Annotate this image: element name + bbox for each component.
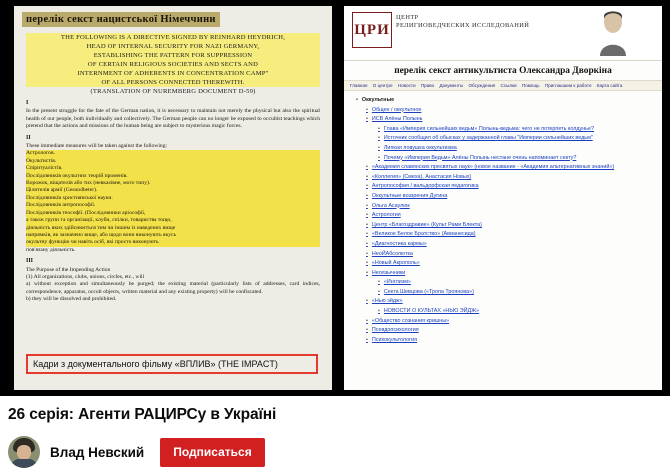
tree-item[interactable]	[352, 278, 656, 288]
nav-item[interactable]: Главная	[350, 83, 368, 88]
paragraph-2: These immediate measures will be taken against the following:	[26, 143, 168, 150]
tree-item-label[interactable]: • Астрология	[366, 212, 401, 218]
list-item: Ворожок, віщателів або тих (невказівне, мого типу).	[26, 180, 320, 187]
paragraph-3-item: (1) All organizations, clubs, unions, circles, etc., will	[26, 273, 145, 280]
tree-item[interactable]	[352, 96, 656, 106]
list-item: Окультистів.	[26, 158, 320, 165]
paragraph-3-item: b) they will be dissolved and prohibited.	[26, 296, 117, 303]
site-logo-icon: ЦРИ	[352, 12, 392, 48]
list-item: Послідовників християнської науки.	[26, 195, 320, 202]
tree-item-label[interactable]: • Оккультные воззрения Дугина	[366, 193, 447, 199]
tree-item-label[interactable]: • Общее / оккультное	[366, 107, 421, 113]
tree-item[interactable]	[352, 221, 656, 231]
list-item: Спіритуалістів.	[26, 165, 320, 172]
tree-item-label[interactable]: • Псевдопсихология	[366, 327, 419, 333]
site-page-title: перелік секст антикультиста Олександра Дворкіна	[394, 66, 612, 76]
nav-item[interactable]: Новости	[397, 83, 416, 88]
tree-item-label[interactable]: • «Новый Акрополь»	[366, 260, 420, 266]
channel-name[interactable]: Влад Невский	[50, 444, 145, 460]
slide-nazi-document	[14, 6, 332, 390]
avatar[interactable]	[8, 436, 40, 468]
nav-item[interactable]: Помощь	[521, 83, 540, 88]
tree-item-label[interactable]: • Неоязычники	[366, 270, 405, 276]
tree-item-label[interactable]: • ИСВ Алёны Полынь	[366, 116, 422, 122]
film-credit-text: Кадри з документального фільму «ВПЛИВ» (THE IMPACT)	[33, 359, 278, 369]
tree-item-label[interactable]: • Ольга Асаулюк	[366, 203, 410, 209]
list-item: а також групи та організації, клуби, спілки, товариства тощо,	[26, 217, 320, 224]
tree-item-label[interactable]: • «Великое Белое Братство» (Авианесида)	[366, 231, 476, 237]
tree-item-label[interactable]: • Липкая ловушка оккультизма	[378, 145, 457, 151]
list-item: Послідовників антропософії.	[26, 202, 320, 209]
paragraph-1: In the present struggle for the fate of the German nation, it is necessary to maintain not merely the physical but also the spiritual health of our people, both individually and collectively. The German people can no longer be exposed to occultist teachings which pretend that the actions and missions of the human being are subject to mysterious magic forces.	[26, 108, 320, 130]
film-credit-banner	[26, 354, 318, 374]
tree-item-label[interactable]: • Оккультные	[356, 97, 394, 103]
channel-row	[8, 436, 662, 468]
tree-item[interactable]	[352, 297, 656, 307]
tree-item[interactable]	[352, 125, 656, 135]
tree-item[interactable]	[352, 307, 656, 317]
tree-item[interactable]	[352, 240, 656, 250]
tree-item[interactable]	[352, 192, 656, 202]
nav-item[interactable]: Обсуждения	[468, 83, 496, 88]
tree-item-label[interactable]: • «Коллегия» (Смеха), Анастасия Новых)	[366, 174, 471, 180]
section-number-2: II	[26, 134, 31, 141]
tree-item[interactable]	[352, 336, 656, 346]
site-header	[344, 6, 662, 61]
paragraph-3-item: a) without exception and simultaneously be purged; the existing material (particularly lists of addresses, card indices, correspondence, apparatus, occult objects, written material and any existing property) will be confiscated.	[26, 281, 320, 295]
tree-item-label[interactable]: • НеоЙАбсолютка	[366, 251, 413, 257]
tree-item-label[interactable]: • «Нью эйдж»	[366, 298, 403, 304]
tree-item-label[interactable]: • Психокультология	[366, 337, 417, 343]
tree-item[interactable]	[352, 182, 656, 192]
section-number-3: III	[26, 258, 34, 265]
tree-item[interactable]	[352, 250, 656, 260]
nav-item[interactable]: Приглашаем к работе	[544, 83, 592, 88]
list-item: окультну функцію чи навіть осіб, які просто виконують	[26, 239, 320, 246]
list-item: Астрологов.	[26, 150, 320, 157]
tree-item[interactable]	[352, 317, 656, 327]
list-item: пов'язану діяльність.	[26, 246, 76, 253]
site-org-name: ЦЕНТР РЕЛИГИОВЕДЧЕСКИХ ИССЛЕДОВАНИЙ	[396, 14, 530, 30]
avatar-body	[11, 459, 37, 468]
tree-item[interactable]	[352, 211, 656, 221]
tree-item-label[interactable]: • «Диагностика кармы»	[366, 241, 427, 247]
tree-item-label[interactable]: • Источник сообщил об обысках у задержанной главы "Империи сильнейших ведьм"	[378, 135, 593, 141]
tree-item[interactable]	[352, 134, 656, 144]
tree-item[interactable]	[352, 259, 656, 269]
list-item: напрямків, як зазначено вище, або щодо вони виконують якусь	[26, 232, 320, 239]
video-meta	[0, 396, 670, 468]
tree-item-label[interactable]: • Антропософия / вальдорфская педагогика	[366, 183, 479, 189]
tree-item[interactable]	[352, 115, 656, 125]
list-item: Послідовників окультних теорій променів.	[26, 173, 320, 180]
tree-item-label[interactable]: • Секта Шевцова («Тропа Троянова»)	[378, 289, 474, 295]
tree-item-label[interactable]: • «Инглизм»	[378, 279, 411, 285]
sect-category-tree	[344, 91, 662, 349]
document-title: THE FOLLOWING IS A DIRECTIVE SIGNED BY REINHARD HEYDRICH, HEAD OF INTERNAL SECURITY FOR NAZI GERMANY, ESTABLISHING THE PATTERN FOR SUPPRESSION OF CERTAIN RELIGIOUS SOCIETIES AND SECTS AND INTERNMENT OF ADHERENTS IN CONCENTRATION CAMP" OF ALL PERSONS CONNECTED THEREWITH. (TRANSLATION OF NUREMBERG DOCUMENT D-59)	[26, 33, 320, 96]
nav-item[interactable]: Право	[420, 83, 435, 88]
section-number-1: I	[26, 100, 29, 106]
tree-item-label[interactable]: • «Академия славянских пресвятых наук» (новое название - «Академия альтернативных знаний»)	[366, 164, 614, 170]
subscribe-button[interactable]: Подписаться	[160, 438, 264, 467]
tree-item-label[interactable]: • Центр «Благоздравие» (Культ Рами Блекта)	[366, 222, 482, 228]
slide-website-sect-list	[344, 6, 662, 390]
tree-item[interactable]	[352, 163, 656, 173]
document-header-label: перелік секст нацистської Німеччини	[22, 12, 220, 27]
tree-item[interactable]	[352, 230, 656, 240]
tree-item[interactable]	[352, 106, 656, 116]
portrait-illustration-icon	[590, 8, 636, 56]
tree-item-label[interactable]: • Глава «Империя сильнейших ведьм» Полынь-ведьма: чего не потерпеть колдунье?	[378, 126, 594, 132]
tree-item[interactable]	[352, 173, 656, 183]
tree-item-label[interactable]: • Почему «Империя Ведьм» Алёны Полынь нестане очень напоминает секту?	[378, 155, 576, 161]
page-title: 26 серія: Агенти РАЦИРСу в Україні	[8, 406, 277, 423]
tree-item[interactable]	[352, 202, 656, 212]
avatar-face	[17, 445, 31, 460]
list-item: Цілителів армії (Gesundbeter).	[26, 187, 320, 194]
tree-item[interactable]	[352, 288, 656, 298]
nav-item[interactable]: Ссылки	[500, 83, 517, 88]
tree-item-label[interactable]: • НОВОСТИ О КУЛЬТАХ «НЬЮ ЭЙДЖ»	[378, 308, 479, 314]
tree-item[interactable]	[352, 154, 656, 164]
tree-item[interactable]	[352, 269, 656, 279]
document-body	[26, 100, 320, 304]
nav-item[interactable]: Документы	[439, 83, 464, 88]
list-item: Послідовників теософії. (Послідовники аріософії,	[26, 210, 320, 217]
nav-item[interactable]: Карта сайта	[596, 83, 623, 88]
nav-item[interactable]: О центре	[372, 83, 393, 88]
tree-item-label[interactable]: • «Общество сознания кришны»	[366, 318, 449, 324]
paragraph-3-heading: The Purpose of the Impending Action	[26, 266, 111, 273]
tree-item[interactable]	[352, 144, 656, 154]
list-item: діяльність яких здійснюється тим чи іншим із наведених вище	[26, 225, 320, 232]
tree-item[interactable]	[352, 326, 656, 336]
measures-list	[26, 150, 320, 254]
site-nav-bar[interactable]	[344, 80, 662, 91]
